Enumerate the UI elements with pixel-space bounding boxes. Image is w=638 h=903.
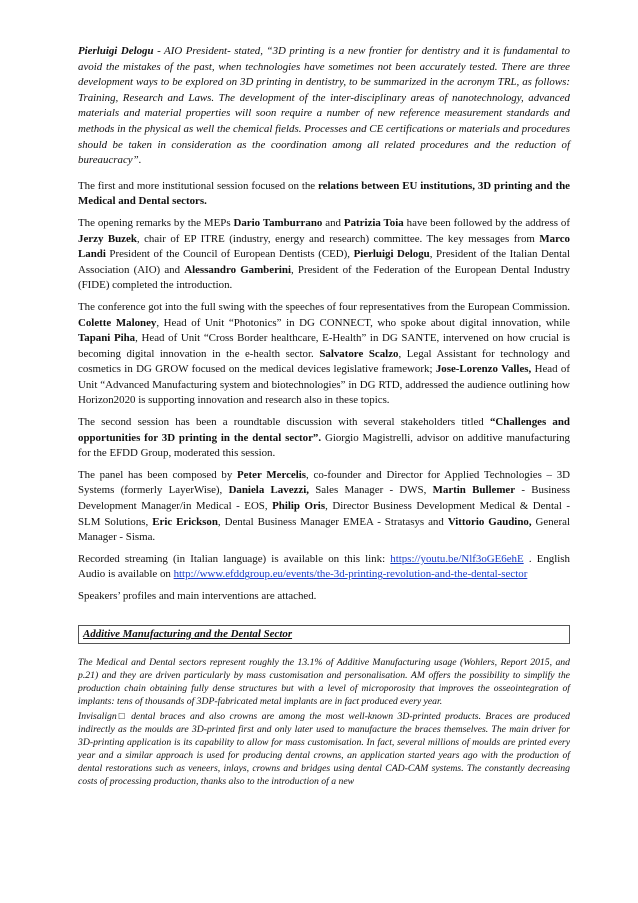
am-usage-paragraph: The Medical and Dental sectors represent roughly the 13.1% of Additive Manufacturing usage (Wohlers, Report 2015, and p.21) and they are driven particularly by mass customisation and personalisation. AM offers the possibility to simplify the production chain obtaining fully dense structures but with a level of microporosity that improves the osseointegration of implants: tens of thousands of 3DP-fabricated metal implants are in fact produced every year. <box>78 656 570 707</box>
opening-remarks-paragraph: The opening remarks by the MEPs Dario Tamburrano and Patrizia Toia have been followed by the address of Jerzy Buzek, chair of EP ITRE (industry, energy and research) committee. The key messages from Marco Landi President of the Council of European Dentists (CED), Pierluigi Delogu, President of the Italian Dental Association (AIO) and Alessandro Gamberini, President of the Federation of the European Dental Industry (FIDE) completed the introduction. <box>78 216 571 292</box>
first-session-paragraph: The first and more institutional session focused on the relations between EU institutions, 3D printing and the Medical and Dental sectors. <box>78 179 570 208</box>
youtube-link[interactable]: https://youtu.be/Nlf3oGE6ehE <box>390 552 524 565</box>
second-session-paragraph: The second session has been a roundtable discussion with several stakeholders titled “Challenges and opportunities for 3D printing in the dental sector”. Giorgio Magistrelli, advisor on additive manufacturing for the EFDD Group, moderated this session. <box>78 416 570 460</box>
delogu-quote-paragraph: Pierluigi Delogu - AIO President- stated, “3D printing is a new frontier for dentistry and it is fundamental to avoid the mistakes of the past, when technologies have sometimes not been accurately tested. There are three development ways to be explored on 3D printing in dentistry, to be summarized in the acronym TRL, as follows: Training, Research and Laws. The development of the inter-disciplinary areas of nanotechnology, advanced materials and material properties will soon require a number of new reference measurement standards and methods in the physical as well the chemical fields. Processes and CE certifications or materials and procedures should be taken in consideration as the coordination among all related procedures and the reduction of bureaucracy”. <box>78 45 570 167</box>
efdd-event-link[interactable]: http://www.efddgroup.eu/events/the-3d-printing-revolution-and-the-dental-sector <box>173 568 528 581</box>
section-title-box <box>78 625 570 644</box>
commission-speeches-paragraph: The conference got into the full swing with the speeches of four representatives from the European Commission. Colette Maloney, Head of Unit “Photonics” in DG CONNECT, who spoke about digital innovation, while Tapani Piha, Head of Unit “Cross Border healthcare, E-Health” in DG SANTE, intervened on how crucial is becoming digital innovation in the e-health sector. Salvatore Scalzo, Legal Assistant for technology and cosmetics in DG GROW focused on the medical devices legislative framework; Jose-Lorenzo Valles, Head of Unit “Advanced Manufacturing system and biotechnologies” in DG RTD, addressed the audience outlining how Horizon2020 is supporting innovation and research also in these topics. <box>78 300 570 407</box>
attachments-note: Speakers’ profiles and main interventions are attached. <box>78 590 317 602</box>
invisalign-paragraph: Invisalign□ dental braces and also crowns are among the most well-known 3D-printed products. Braces are produced indirectly as the moulds are 3D-printed first and only later used to manufacture the braces themselves. The main driver for 3D-printing application is its capability to allow for mass customisation. In fact, several millions of moulds are printed every year and a similar approach is used for producing dental crowns, an application started years ago with the production of dental restorations such as veneers, inlays, crowns and bridges using dental CAD-CAM systems. The constantly decreasing costs of processing production, thanks also to the introduction of a new <box>78 710 570 787</box>
speaker-name: Pierluigi Delogu <box>78 45 154 57</box>
streaming-paragraph: Recorded streaming (in Italian language) is available on this link: https://youtu.be/Nlf3oGE6ehE . English Audio is available on http://www.efddgroup.eu/events/the-3d-printing-revolution-and-the-dental-sector <box>78 552 570 581</box>
section-title: Additive Manufacturing and the Dental Sector <box>83 627 293 640</box>
quote-text: 3D printing is a new frontier for dentistry and it is fundamental to avoid the mistakes of the past, when technologies have sometimes not been accurately tested. There are three development ways to be explored on 3D printing in dentistry, to be summarized in the acronym TRL, as follows: Training, Research and Laws. The development of the inter-disciplinary areas of nanotechnology, advanced materials and material properties will soon require a number of new reference measurement standards and methods in the physical as well the chemical fields. Processes and CE certifications or materials and procedures should be taken in consideration as the coordination among all related procedures and the reduction of bureaucracy <box>78 45 570 167</box>
panel-paragraph: The panel has been composed by Peter Mercelis, co-founder and Director for Applied Technologies – 3D Systems (formerly LayerWise), Daniela Lavezzi, Sales Manager - DWS, Martin Bullemer - Business Development Manager/in Medical - EOS, Philip Oris, Director Business Development Medical & Dental - SLM Solutions, Eric Erickson, Dental Business Manager EMEA - Stratasys and Vittorio Gaudino, General Manager - Sisma. <box>78 468 571 544</box>
